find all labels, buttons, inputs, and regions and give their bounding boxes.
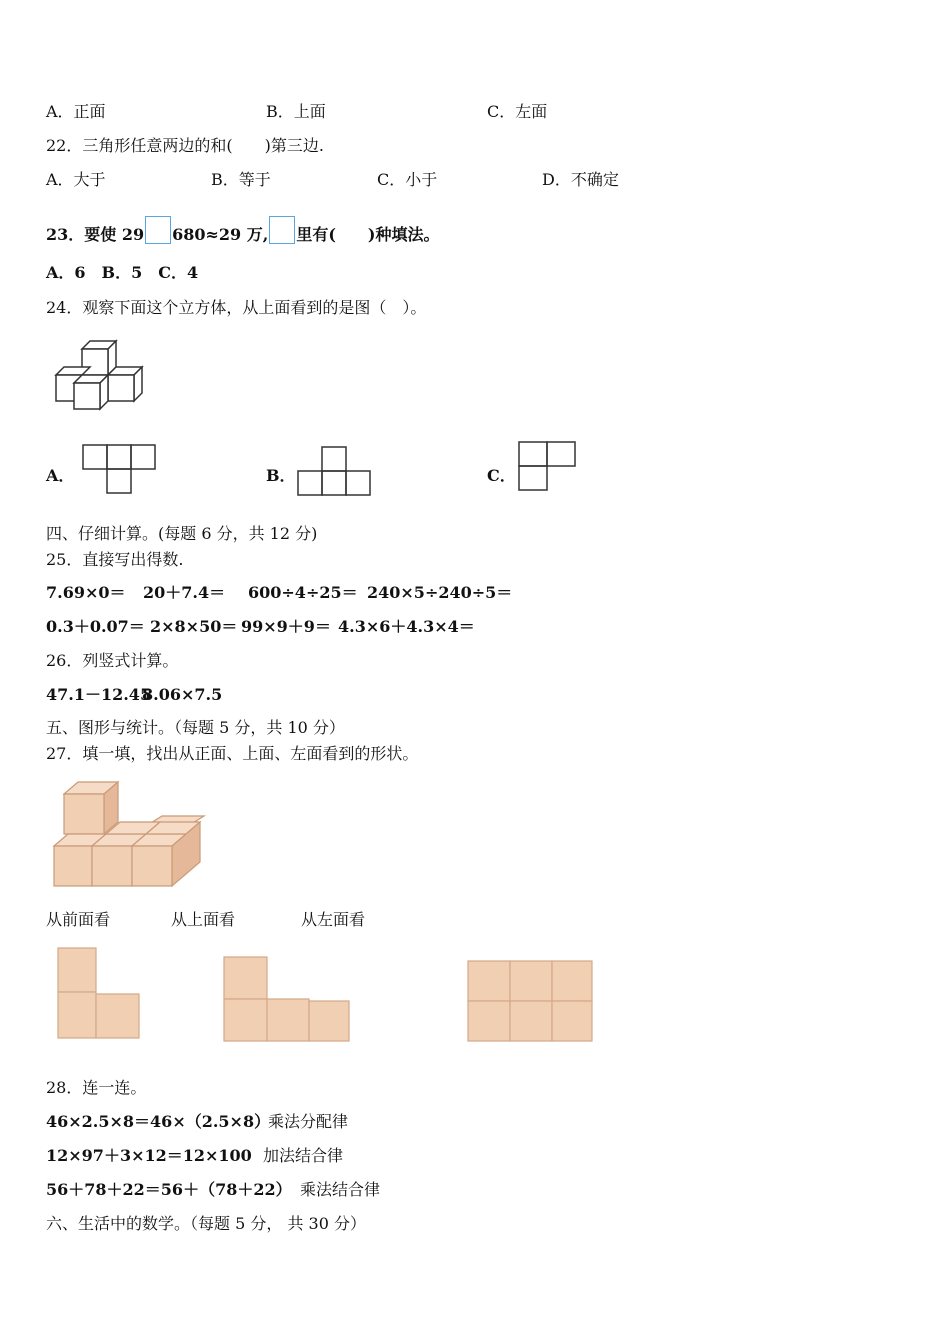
q25-item: 0.3＋0.07＝: [46, 617, 145, 636]
q26-item: 8.06×7.5: [142, 685, 223, 704]
q25-item: 600÷4÷25＝: [248, 583, 358, 602]
q28-left-item: 46×2.5×8＝46×（2.5×8）: [46, 1112, 271, 1131]
q27-question: 27．填一填，找出从正面、上面、左面看到的形状。: [46, 744, 419, 763]
q23-part1: 23．要使 29: [46, 225, 145, 244]
q28-right-item: 乘法分配律: [268, 1112, 349, 1131]
q22-option-b: B．等于: [211, 170, 271, 189]
q22-option-d: D．不确定: [542, 170, 619, 189]
q22-option-c: C．小于: [377, 170, 438, 189]
q24-option-c-figure: [518, 441, 578, 493]
q24-question: 24．观察下面这个立方体，从上面看到的是图（ ）。: [46, 298, 427, 317]
blank-box: [269, 216, 295, 244]
q27-cube-figure: [50, 778, 206, 890]
q26-question: 26．列竖式计算。: [46, 651, 179, 670]
q24-label-a: A．: [46, 466, 75, 485]
q21-option-c: C．左面: [487, 102, 548, 121]
q25-item: 2×8×50＝: [150, 617, 238, 636]
q28-question: 28．连一连。: [46, 1078, 147, 1097]
q27-view-top: 从上面看: [171, 910, 236, 929]
q25-item: 4.3×6＋4.3×4＝: [338, 617, 475, 636]
q25-item: 7.69×0＝: [46, 583, 126, 602]
section-5-heading: 五、图形与统计。（每题 5 分，共 10 分）: [46, 718, 345, 737]
q24-option-b-figure: [297, 446, 373, 496]
q27-front-view-figure: [56, 947, 142, 1041]
q24-cube-figure: [50, 335, 150, 415]
q25-item: 99×9＋9＝: [241, 617, 331, 636]
q25-question: 25．直接写出得数.: [46, 550, 184, 569]
section-4-heading: 四、仔细计算。(每题 6 分，共 12 分): [46, 524, 318, 543]
q27-view-front: 从前面看: [46, 910, 111, 929]
section-6-heading: 六、生活中的数学。（每题 5 分， 共 30 分）: [46, 1214, 366, 1233]
q21-option-b: B．上面: [266, 102, 326, 121]
q25-item: 20＋7.4＝: [143, 583, 226, 602]
q23-question: [46, 216, 439, 245]
q26-item: 47.1－12.45: [46, 685, 152, 704]
q25-item: 240×5÷240÷5＝: [367, 583, 513, 602]
q22-question: 22．三角形任意两边的和( )第三边.: [46, 136, 324, 155]
q28-right-item: 乘法结合律: [300, 1180, 381, 1199]
q23-part2: 680≈29 万,: [172, 225, 269, 244]
q22-option-a: A．大于: [46, 170, 106, 189]
q21-option-a: A．正面: [46, 102, 106, 121]
q24-label-c: C．: [487, 466, 516, 485]
q24-label-b: B．: [266, 466, 296, 485]
q28-right-item: 加法结合律: [263, 1146, 344, 1165]
q28-left-item: 56＋78＋22＝56＋（78＋22）: [46, 1180, 292, 1199]
q27-view-left: 从左面看: [301, 910, 366, 929]
q23-options: A．6 B．5 C．4: [46, 263, 199, 282]
q27-top-view-figure: [222, 955, 352, 1043]
blank-box: [145, 216, 171, 244]
q27-left-view-figure: [466, 959, 594, 1043]
q23-part3: 里有( )种填法。: [296, 225, 440, 244]
q28-left-item: 12×97＋3×12＝12×100: [46, 1146, 252, 1165]
q24-option-a-figure: [82, 444, 158, 494]
